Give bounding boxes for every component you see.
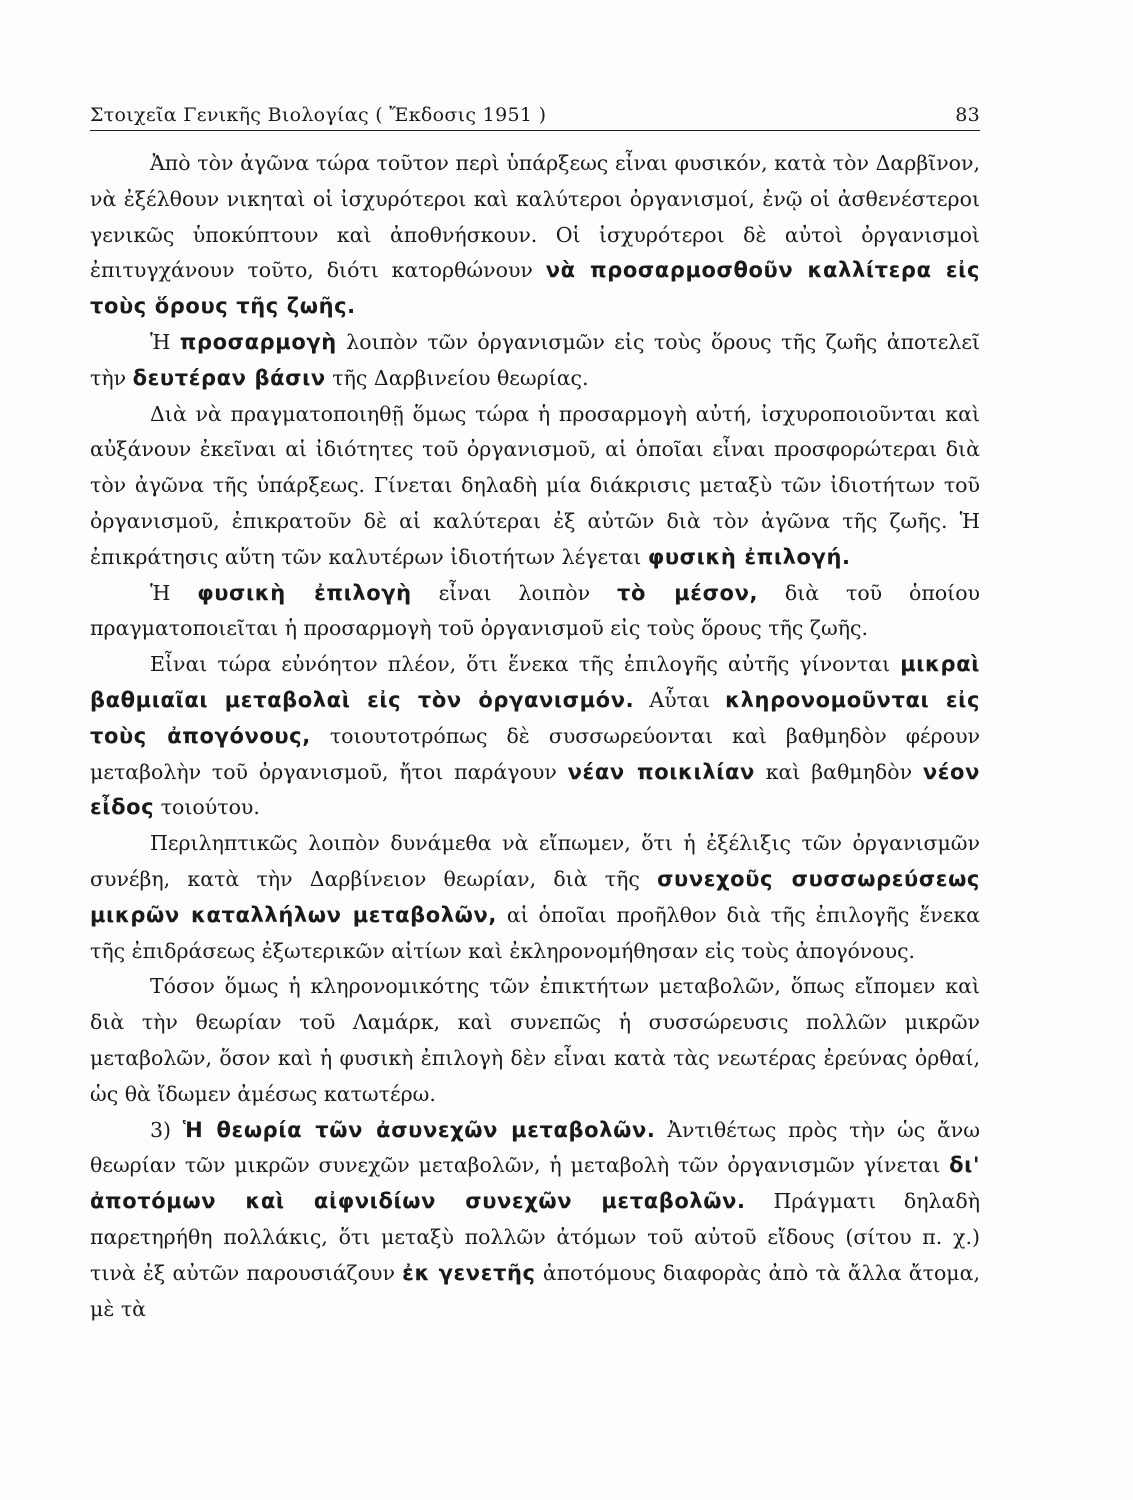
emphasized-text: νέαν ποικιλίαν	[567, 759, 755, 784]
header-title: Στοιχεῖα Γενικῆς Βιολογίας ( Ἔκδοσις 1951 )	[90, 104, 547, 126]
text-run: Αὗται	[634, 687, 726, 712]
body-text	[90, 146, 980, 1327]
paragraph	[90, 325, 980, 397]
running-header	[90, 98, 980, 131]
emphasized-text: φυσικὴ ἐπιλογή.	[647, 544, 851, 569]
paragraph	[90, 1113, 980, 1328]
emphasized-text: τὸ μέσον,	[616, 580, 759, 605]
emphasized-text: δι' ἀποτόμων καὶ αἰφνιδίων συνεχῶν μεταβολῶν.	[90, 1153, 980, 1214]
emphasized-text: δευτέραν βάσιν	[132, 365, 326, 390]
paragraph	[90, 576, 980, 648]
paragraph	[90, 647, 980, 826]
emphasized-text: προσαρμογὴ	[179, 329, 337, 354]
text-run: εἶναι λοιπὸν	[411, 580, 617, 605]
text-run: αἱ ὁποῖαι προῆλθον διὰ τῆς ἐπιλογῆς ἕνεκα τῆς ἐπιδράσεως ἐξωτερικῶν αἰτίων καὶ ἐκληρονομήθησαν εἰς τοὺς ἀπογόνους.	[90, 902, 980, 963]
paragraph	[90, 969, 980, 1112]
emphasized-text: μικραὶ βαθμιαῖαι μεταβολαὶ εἰς τὸν ὀργανισμόν.	[90, 652, 980, 712]
text-run: 3)	[150, 1117, 183, 1142]
text-run: τοιουτοτρόπως δὲ συσσωρεύονται καὶ βαθμηδὸν φέρουν μεταβολὴν τοῦ ὀργανισμοῦ, ἤτοι παράγουν	[90, 723, 980, 784]
text-run: καὶ βαθμηδὸν	[754, 759, 923, 784]
text-run: Ἡ	[150, 580, 198, 605]
text-run: Εἶναι τώρα εὐνόητον πλέον, ὅτι ἕνεκα τῆς ἐπιλογῆς αὐτῆς γίνονται	[150, 652, 901, 677]
paragraph	[90, 397, 980, 576]
text-run: Διὰ νὰ πραγματοποιηθῇ ὅμως τώρα ἡ προσαρμογὴ αὐτή, ἰσχυροποιοῦνται καὶ αὐξάνουν ἐκεῖναι αἱ ἰδιότητες τοῦ ὀργανισμοῦ, αἱ ὁποῖαι εἶναι προσφορώτεραι διὰ τὸν ἀγῶνα τῆς ὑπάρξεως. Γίνεται δηλαδὴ μία διάκρισις μεταξὺ τῶν ἰδιοτήτων τοῦ ὀργανισμοῦ, ἐπικρατοῦν δὲ αἱ καλύτεραι ἐξ αὐτῶν διὰ τὸν ἀγῶνα τῆς ζωῆς. Ἡ ἐπικράτησις αὕτη τῶν καλυτέρων ἰδιοτήτων λέγεται	[90, 401, 980, 569]
text-run: Περιληπτικῶς λοιπὸν δυνάμεθα νὰ εἴπωμεν, ὅτι ἡ ἐξέλιξις τῶν ὀργανισμῶν συνέβη, κατὰ τὴν Δαρβίνειον θεωρίαν, διὰ τῆς	[90, 831, 980, 891]
text-run: λοιπὸν τῶν ὀργανισμῶν εἰς τοὺς ὅρους τῆς ζωῆς ἀποτελεῖ τὴν	[90, 329, 980, 390]
text-run: ἀποτόμους διαφορὰς ἀπὸ τὰ ἄλλα ἄτομα, μὲ τὰ	[90, 1260, 980, 1321]
text-run: Ἀντιθέτως πρὸς τὴν ὡς ἄνω θεωρίαν τῶν μικρῶν συνεχῶν μεταβολῶν, ἡ μεταβολὴ τῶν ὀργανισμῶν γίνεται	[90, 1117, 980, 1178]
text-run: διὰ τοῦ ὁποίου πραγματοποιεῖται ἡ προσαρμογὴ τοῦ ὀργανισμοῦ εἰς τοὺς ὅρους τῆς ζωῆς.	[90, 580, 981, 641]
paragraph	[90, 146, 980, 325]
emphasized-text: Ἡ θεωρία τῶν ἀσυνεχῶν μεταβολῶν.	[182, 1117, 656, 1142]
text-run: τοιούτου.	[154, 795, 260, 820]
page-number: 83	[955, 104, 980, 126]
emphasized-text: φυσικὴ ἐπιλογὴ	[197, 580, 412, 605]
emphasized-text: ἐκ γενετῆς	[402, 1260, 536, 1285]
text-run: Ἀπὸ τὸν ἀγῶνα τώρα τοῦτον περὶ ὑπάρξεως εἶναι φυσικόν, κατὰ τὸν Δαρβῖνον, νὰ ἐξέλθουν νικηταὶ οἱ ἰσχυρότεροι καὶ καλύτεροι ὀργανισμοί, ἐνῷ οἱ ἀσθενέστεροι γενικῶς ὑποκύπτουν καὶ ἀποθνήσκουν. Οἱ ἰσχυρότεροι δὲ αὐτοὶ ὀργανισμοὶ ἐπιτυγχάνουν τοῦτο, διότι κατορθώνουν	[90, 151, 980, 283]
emphasized-text: συνεχοῦς συσσωρεύσεως μικρῶν καταλλήλων μεταβολῶν,	[90, 866, 980, 927]
text-run: τῆς Δαρβινείου θεωρίας.	[325, 365, 589, 390]
paragraph	[90, 826, 980, 969]
text-run: Ἡ	[150, 329, 180, 354]
text-run: Τόσον ὅμως ἡ κληρονομικότης τῶν ἐπικτήτων μεταβολῶν, ὅπως εἴπομεν καὶ διὰ τὴν θεωρίαν τοῦ Λαμάρκ, καὶ συνεπῶς ἡ συσσώρευσις πολλῶν μικρῶν μεταβολῶν, ὅσον καὶ ἡ φυσικὴ ἐπιλογὴ δὲν εἶναι κατὰ τὰς νεωτέρας ἐρεύνας ὀρθαί, ὡς θὰ ἴδωμεν ἀμέσως κατωτέρω.	[90, 974, 980, 1106]
emphasized-text: νὰ προσαρμοσθοῦν καλλίτερα εἰς τοὺς ὅρους τῆς ζωῆς.	[90, 258, 981, 319]
emphasized-text: νέον εἶδος	[90, 759, 980, 820]
emphasized-text: κληρονομοῦνται εἰς τοὺς ἀπογόνους,	[90, 687, 980, 748]
text-run: Πράγματι δηλαδὴ παρετηρήθη πολλάκις, ὅτι μεταξὺ πολλῶν ἀτόμων τοῦ αὐτοῦ εἴδους (σίτου π. χ.) τινὰ ἐξ αὐτῶν παρουσιάζουν	[90, 1189, 980, 1285]
